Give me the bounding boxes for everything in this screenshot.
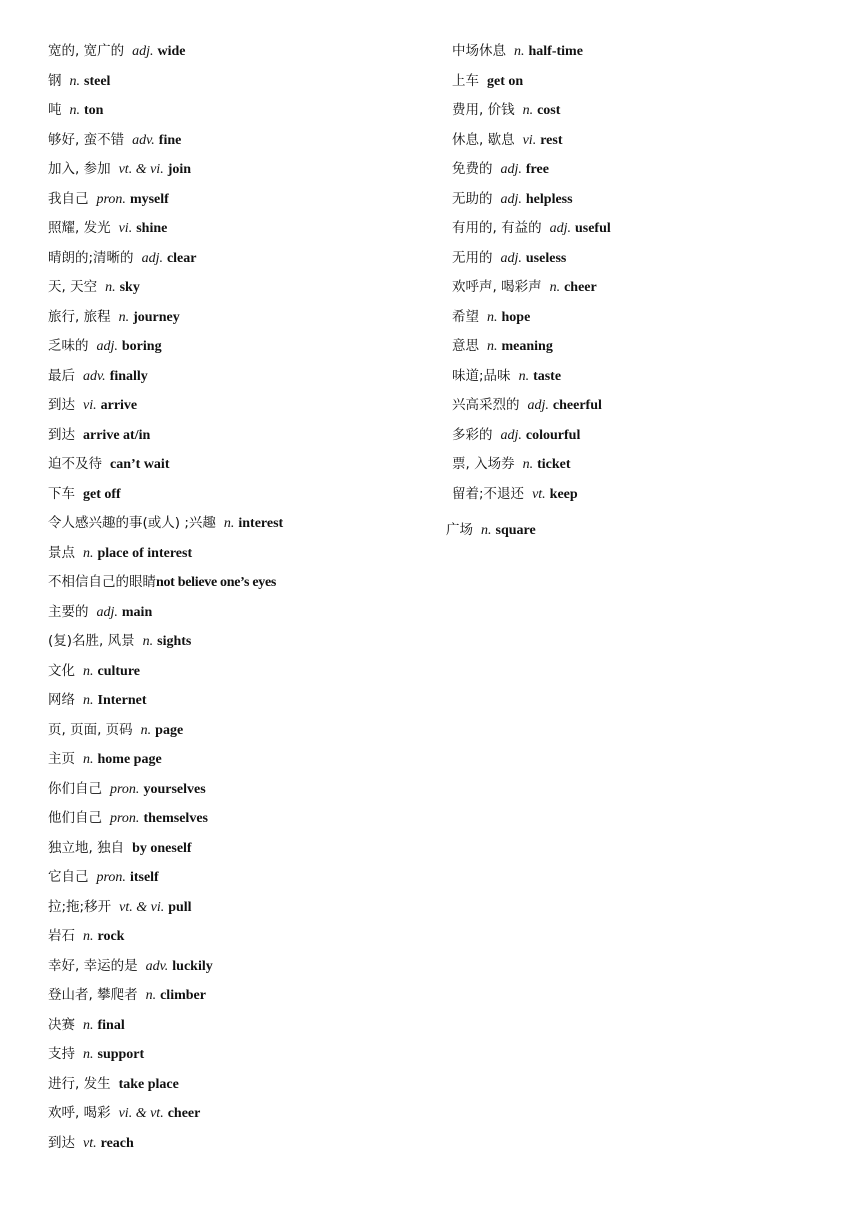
vocab-entry <box>48 540 428 570</box>
part-of-speech: pron. <box>110 781 140 797</box>
vocab-entry <box>48 746 428 776</box>
vocab-entry <box>48 599 428 629</box>
part-of-speech: vt. & vi. <box>118 162 164 177</box>
english-word: arrive at/in <box>83 427 151 443</box>
english-word: finally <box>109 368 148 384</box>
part-of-speech: pron. <box>110 811 140 826</box>
vocab-entry <box>452 304 832 334</box>
chinese-meaning: 希望 <box>452 308 479 325</box>
part-of-speech: adv. <box>132 132 155 148</box>
vocab-entry <box>48 687 428 717</box>
vocab-entry <box>48 628 428 658</box>
chinese-meaning: 到达 <box>48 397 75 413</box>
part-of-speech: adj. <box>549 221 571 236</box>
vocab-entry <box>452 451 832 481</box>
english-word: climber <box>160 988 206 1003</box>
vocab-entry <box>452 481 832 511</box>
chinese-meaning: 下车 <box>48 485 75 502</box>
chinese-meaning: 够好, 蛮不错 <box>48 131 125 148</box>
part-of-speech: adj. <box>132 44 154 59</box>
english-word: wide <box>157 44 186 59</box>
part-of-speech: n. <box>83 663 94 679</box>
english-word: yourselves <box>143 781 206 797</box>
chinese-meaning: 他们自己 <box>48 810 102 826</box>
english-word: get on <box>487 73 524 89</box>
english-word: Internet <box>97 693 147 708</box>
right-vocab-column <box>446 38 832 547</box>
english-word: taste <box>533 368 562 384</box>
english-word: boring <box>121 339 162 354</box>
vocab-entry <box>452 38 832 68</box>
chinese-meaning: 有用的, 有益的 <box>452 220 542 236</box>
english-word: myself <box>129 191 169 207</box>
part-of-speech: adj. <box>500 162 522 177</box>
chinese-meaning: 你们自己 <box>48 780 102 797</box>
vocab-entry <box>452 245 832 275</box>
part-of-speech: pron. <box>96 870 126 885</box>
english-word: join <box>167 162 192 177</box>
english-word: keep <box>549 486 578 502</box>
chinese-meaning: 我自己 <box>48 190 89 207</box>
chinese-meaning: 迫不及待 <box>48 456 102 472</box>
part-of-speech: n. <box>83 1017 94 1033</box>
vocab-entry <box>452 422 832 452</box>
chinese-meaning: 晴朗的;清晰的 <box>48 249 134 266</box>
vocab-entry <box>452 127 832 157</box>
english-word: not believe one’s eyes <box>156 575 277 590</box>
part-of-speech: n. <box>522 103 534 118</box>
part-of-speech: vi. <box>522 132 537 148</box>
part-of-speech: vi. <box>118 221 133 236</box>
chinese-meaning: 页, 页面, 页码 <box>48 721 133 738</box>
vocab-entry <box>48 363 428 393</box>
part-of-speech: vt. & vi. <box>119 899 165 915</box>
part-of-speech: n. <box>487 309 498 325</box>
vocab-entry <box>48 127 428 157</box>
vocab-entry <box>48 392 428 422</box>
vocab-entry <box>48 97 428 127</box>
vocab-entry <box>48 923 428 953</box>
chinese-meaning: 登山者, 攀爬者 <box>48 987 138 1003</box>
part-of-speech: n. <box>522 457 534 472</box>
vocab-entry <box>48 422 428 452</box>
english-word: cost <box>537 103 561 118</box>
vocab-entry <box>452 274 832 304</box>
vocab-entry <box>48 805 428 835</box>
part-of-speech: n. <box>83 752 94 767</box>
vocab-entry <box>452 156 832 186</box>
left-vocab-column <box>48 38 428 1159</box>
chinese-meaning: 天, 天空 <box>48 279 98 295</box>
english-word: themselves <box>143 811 208 826</box>
chinese-meaning: 独立地, 独自 <box>48 839 125 856</box>
chinese-meaning: 意思 <box>452 338 479 354</box>
vocab-entry <box>452 363 832 393</box>
part-of-speech: vi. <box>83 398 97 413</box>
chinese-meaning: 欢呼声, 喝彩声 <box>452 279 542 295</box>
vocab-entry <box>452 215 832 245</box>
part-of-speech: n. <box>105 280 116 295</box>
part-of-speech: adj. <box>96 339 118 354</box>
english-word: half-time <box>528 44 583 59</box>
vocab-entry <box>48 451 428 481</box>
part-of-speech: n. <box>223 516 235 531</box>
chinese-meaning: 幸好, 幸运的是 <box>48 957 138 974</box>
english-word: luckily <box>172 958 213 974</box>
english-word: helpless <box>525 191 573 207</box>
part-of-speech: n. <box>549 280 561 295</box>
vocab-entry <box>48 894 428 924</box>
english-word: itself <box>129 870 159 885</box>
part-of-speech: n. <box>83 693 94 708</box>
english-word: clear <box>166 250 197 266</box>
english-word: pull <box>168 899 192 915</box>
part-of-speech: n. <box>140 722 152 738</box>
chinese-meaning: 免费的 <box>452 161 493 177</box>
chinese-meaning: 味道;品味 <box>452 367 511 384</box>
english-word: journey <box>133 309 180 325</box>
english-word: cheer <box>564 280 597 295</box>
english-word: shine <box>136 221 168 236</box>
vocab-entry <box>48 274 428 304</box>
english-word: sky <box>119 280 140 295</box>
part-of-speech: adj. <box>500 191 522 207</box>
chinese-meaning: 主要的 <box>48 603 89 620</box>
english-word: cheer <box>167 1106 201 1121</box>
part-of-speech: n. <box>83 545 94 561</box>
english-word: arrive <box>100 398 138 413</box>
part-of-speech: adv. <box>83 368 106 384</box>
chinese-meaning: 兴高采烈的 <box>452 397 520 413</box>
english-word: cheerful <box>552 398 602 413</box>
chinese-meaning: 岩石 <box>48 928 75 944</box>
vocab-entry <box>48 776 428 806</box>
vocab-entry <box>48 1130 428 1160</box>
chinese-meaning: 无用的 <box>452 249 493 266</box>
chinese-meaning: 它自己 <box>48 869 89 885</box>
part-of-speech: pron. <box>96 191 126 207</box>
chinese-meaning: 文化 <box>48 662 75 679</box>
chinese-meaning: 休息, 歇息 <box>452 131 515 148</box>
part-of-speech: adv. <box>145 958 169 974</box>
part-of-speech: n. <box>481 523 492 538</box>
english-word: sights <box>157 634 192 649</box>
english-word: support <box>97 1047 145 1062</box>
chinese-meaning: 到达 <box>48 426 75 443</box>
chinese-meaning: 无助的 <box>452 190 493 207</box>
part-of-speech: n. <box>118 309 130 325</box>
part-of-speech: n. <box>142 634 154 649</box>
vocab-entry <box>452 186 832 216</box>
english-word: colourful <box>525 427 581 443</box>
chinese-meaning: 景点 <box>48 544 75 561</box>
english-word: ticket <box>537 457 571 472</box>
english-word: free <box>525 162 549 177</box>
english-word: reach <box>100 1135 134 1151</box>
vocab-entry <box>48 215 428 245</box>
part-of-speech: n. <box>69 73 80 89</box>
vocab-entry <box>48 333 428 363</box>
english-word: ton <box>84 103 104 118</box>
chinese-meaning: 广场 <box>446 522 473 538</box>
vocab-entry <box>452 333 832 363</box>
vocab-entry <box>48 835 428 865</box>
english-word: interest <box>238 516 284 531</box>
english-word: page <box>155 722 184 738</box>
vocab-entry <box>48 510 428 540</box>
chinese-meaning: 令人感兴趣的事(或人) ;兴趣 <box>48 515 216 531</box>
vocab-entry <box>48 1100 428 1130</box>
chinese-meaning: 多彩的 <box>452 426 493 443</box>
english-word: hope <box>501 309 531 325</box>
english-word: home page <box>97 752 162 767</box>
part-of-speech: n. <box>83 1047 94 1062</box>
part-of-speech: n. <box>514 44 525 59</box>
part-of-speech: vi. & vt. <box>118 1106 164 1121</box>
chinese-meaning: 拉;拖;移开 <box>48 898 112 915</box>
vocab-entry <box>48 864 428 894</box>
part-of-speech: adj. <box>500 250 522 266</box>
english-word: take place <box>118 1076 179 1092</box>
english-word: meaning <box>501 339 553 354</box>
chinese-meaning: 上车 <box>452 72 479 89</box>
vocab-entry <box>48 304 428 334</box>
chinese-meaning: (复)名胜, 风景 <box>48 633 135 649</box>
chinese-meaning: 决赛 <box>48 1016 75 1033</box>
english-word: get off <box>83 486 121 502</box>
part-of-speech: n. <box>69 103 80 118</box>
vocab-entry <box>48 156 428 186</box>
english-word: rest <box>540 132 563 148</box>
english-word: steel <box>84 73 111 89</box>
english-word: fine <box>158 132 182 148</box>
part-of-speech: vt. <box>532 486 546 502</box>
vocab-entry <box>48 1041 428 1071</box>
part-of-speech: adj. <box>141 250 163 266</box>
part-of-speech: n. <box>83 929 94 944</box>
chinese-meaning: 到达 <box>48 1134 75 1151</box>
chinese-meaning: 留着;不退还 <box>452 485 525 502</box>
vocab-entry <box>48 953 428 983</box>
english-word: main <box>121 604 153 620</box>
chinese-meaning: 最后 <box>48 367 75 384</box>
chinese-meaning: 支持 <box>48 1046 75 1062</box>
chinese-meaning: 费用, 价钱 <box>452 102 515 118</box>
part-of-speech: vt. <box>83 1135 97 1151</box>
vocab-entry <box>48 245 428 275</box>
vocab-entry <box>48 1071 428 1101</box>
chinese-meaning: 加入, 参加 <box>48 161 111 177</box>
vocab-entry <box>48 717 428 747</box>
vocab-entry <box>452 97 832 127</box>
vocab-entry <box>48 658 428 688</box>
english-word: final <box>97 1017 125 1033</box>
chinese-meaning: 不相信自己的眼睛 <box>48 574 156 590</box>
part-of-speech: n. <box>487 339 498 354</box>
chinese-meaning: 宽的, 宽广的 <box>48 43 125 59</box>
part-of-speech: n. <box>518 368 530 384</box>
chinese-meaning: 票, 入场券 <box>452 456 515 472</box>
vocab-entry <box>48 1012 428 1042</box>
chinese-meaning: 吨 <box>48 102 62 118</box>
vocab-entry <box>48 38 428 68</box>
chinese-meaning: 欢呼, 喝彩 <box>48 1105 111 1121</box>
chinese-meaning: 乏味的 <box>48 338 89 354</box>
vocab-entry <box>48 481 428 511</box>
chinese-meaning: 照耀, 发光 <box>48 220 111 236</box>
chinese-meaning: 进行, 发生 <box>48 1075 111 1092</box>
vocab-entry <box>48 569 428 599</box>
vocab-entry <box>48 68 428 98</box>
english-word: by oneself <box>132 840 192 856</box>
part-of-speech: adj. <box>96 604 118 620</box>
chinese-meaning: 主页 <box>48 751 75 767</box>
chinese-meaning: 中场休息 <box>452 43 506 59</box>
part-of-speech: adj. <box>527 398 549 413</box>
english-word: rock <box>97 929 125 944</box>
vocab-entry <box>48 982 428 1012</box>
english-word: useless <box>525 250 567 266</box>
english-word: can’t wait <box>110 457 170 472</box>
english-word: place of interest <box>97 545 193 561</box>
part-of-speech: adj. <box>500 427 522 443</box>
part-of-speech: n. <box>145 988 157 1003</box>
vocab-entry <box>446 517 832 547</box>
english-word: useful <box>574 221 611 236</box>
chinese-meaning: 网络 <box>48 692 75 708</box>
vocab-entry <box>48 186 428 216</box>
english-word: culture <box>97 663 141 679</box>
english-word: square <box>495 523 536 538</box>
chinese-meaning: 钢 <box>48 72 62 89</box>
chinese-meaning: 旅行, 旅程 <box>48 308 111 325</box>
vocab-entry <box>452 392 832 422</box>
vocab-entry <box>452 68 832 98</box>
